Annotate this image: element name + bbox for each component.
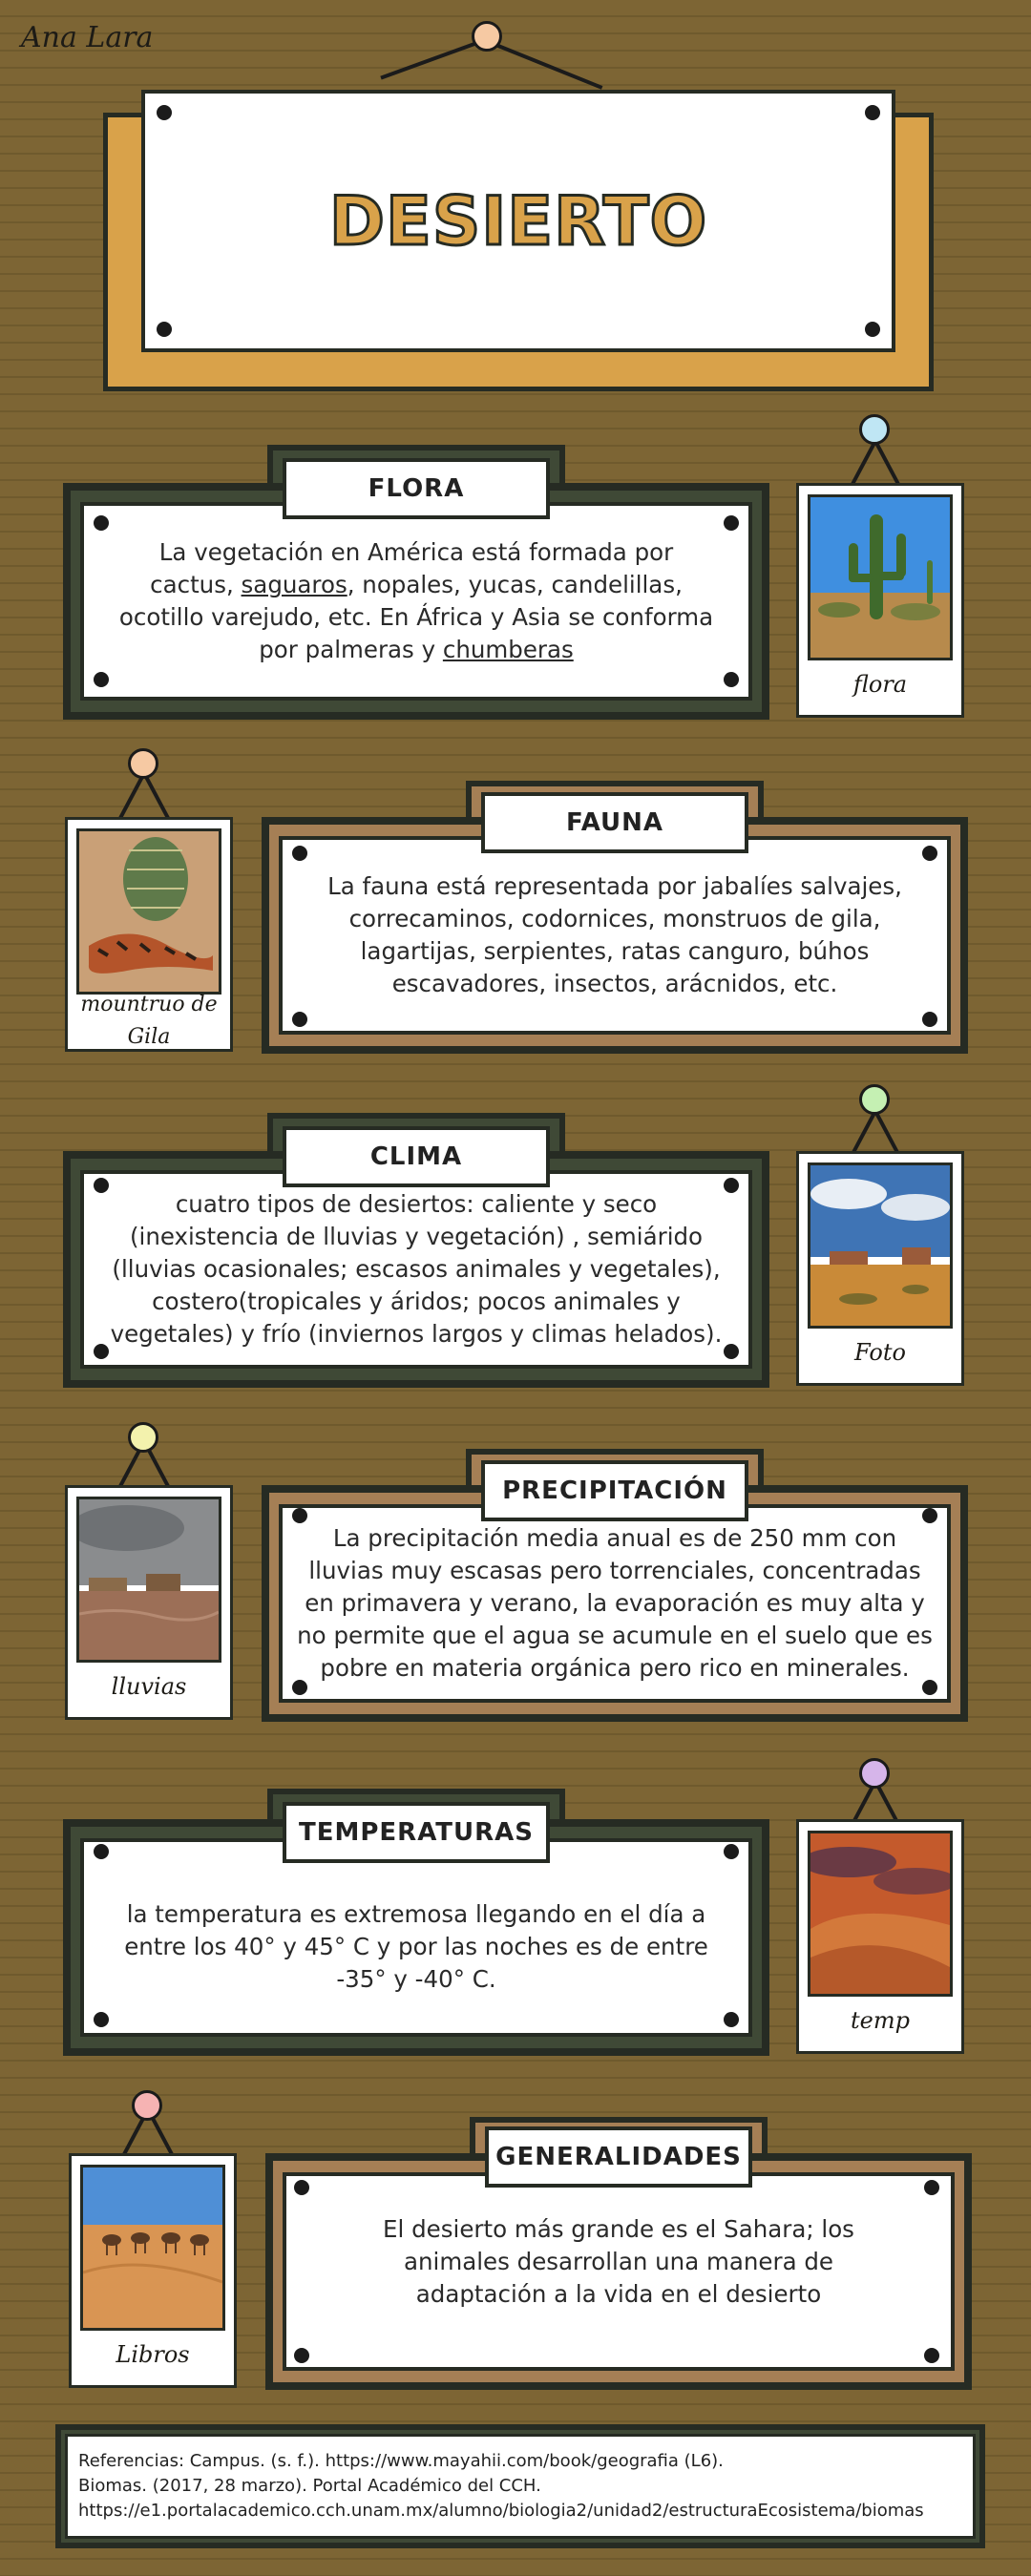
rivet-icon [724, 1844, 739, 1859]
page-title: DESIERTO [328, 181, 708, 261]
author-name: Ana Lara [21, 21, 154, 54]
precip-photo-caption: lluvias [111, 1673, 187, 1700]
rivet-icon [922, 1508, 937, 1523]
clima-label: CLIMA [283, 1126, 550, 1187]
reference-line: Biomas. (2017, 28 marzo). Portal Académico del CCH. [78, 2476, 541, 2496]
clima-photo-caption: Foto [854, 1339, 906, 1366]
rivet-icon [922, 846, 937, 861]
rivet-icon [94, 1844, 109, 1859]
gen-pin-icon [132, 2090, 162, 2121]
temp-photo-caption: temp [851, 2007, 910, 2034]
rivet-icon [94, 515, 109, 531]
title-hanger-string-left [380, 38, 485, 79]
dunes-sunset-photo [808, 1831, 953, 1997]
title-hanger-string-right [488, 40, 602, 90]
flora-card-string [874, 442, 901, 488]
precip-text: La precipitación media anual es de 250 mm con lluvias muy escasas pero torrenciales, concentradas en primavera y verano, la evaporación es muy alta y no permite que el agua se acumule en el suelo que es pobre en materia orgánica pero rico en minerales. [297, 1524, 933, 1682]
references-text [78, 2449, 966, 2524]
rivet-icon [94, 672, 109, 687]
desert-landscape-photo [808, 1162, 953, 1329]
precip-label: PRECIPITACIÓN [481, 1460, 748, 1521]
fauna-card-string [118, 774, 145, 820]
reference-link[interactable]: https://e1.portalacademico.cch.unam.mx/alumno/biologia2/unidad2/estructuraEcosistema/biomas [78, 2501, 924, 2521]
rivet-icon [922, 1012, 937, 1027]
flora-label: FLORA [283, 458, 550, 519]
fauna-label: FAUNA [481, 792, 748, 853]
rivet-icon [724, 672, 739, 687]
rivet-icon [292, 846, 307, 861]
rivet-icon [724, 515, 739, 531]
clima-pin-icon [859, 1084, 890, 1115]
precip-pin-icon [128, 1422, 158, 1453]
cactus-photo [808, 494, 953, 660]
gen-text: El desierto más grande es el Sahara; los animales desarrollan una manera de adaptación a la vida en el desierto [383, 2215, 854, 2308]
rivet-icon [294, 2348, 309, 2363]
gen-photo-caption: Libros [116, 2341, 190, 2368]
rivet-icon [94, 2012, 109, 2027]
flora-text: La vegetación en América está formada por cactus, saguaros, nopales, yucas, candelillas, ocotillo varejudo, etc. En África y Asia se conforma por palmeras y chumberas [118, 538, 714, 663]
rivet-icon [292, 1508, 307, 1523]
rivet-icon [724, 2012, 739, 2027]
fauna-photo-caption: mountruo de Gila [80, 993, 218, 1049]
rivet-icon [292, 1012, 307, 1027]
title-pin-icon [472, 21, 502, 52]
temp-pin-icon [859, 1758, 890, 1789]
reference-line: Referencias: Campus. (s. f.). https://www.mayahii.com/book/geografia (L6). [78, 2451, 724, 2471]
flood-photo [76, 1497, 221, 1663]
fauna-text: La fauna está representada por jabalíes salvajes, correcaminos, codornices, monstruos de gila, lagartijas, serpientes, ratas canguro, búhos escavadores, insectos, arácnidos, etc. [327, 872, 902, 997]
rivet-icon [924, 2348, 939, 2363]
gen-label: GENERALIDADES [485, 2126, 752, 2188]
rivet-icon [292, 1680, 307, 1695]
camel-caravan-photo [80, 2165, 225, 2331]
flora-card-string [850, 442, 876, 488]
fauna-pin-icon [128, 748, 158, 779]
fauna-card-string [143, 774, 170, 820]
rivet-icon [922, 1680, 937, 1695]
clima-text: cuatro tipos de desiertos: caliente y seco (inexistencia de lluvias y vegetación) , semiárido (lluvias ocasionales; escasos animales y vegetales), costero(tropicales y áridos; pocos animales y vegetales) y frío (inviernos largos y climas helados). [110, 1190, 723, 1348]
temp-text: la temperatura es extremosa llegando en el día a entre los 40° y 45° C y por las noches es de entre -35° y -40° C. [124, 1900, 708, 1993]
flora-pin-icon [859, 414, 890, 445]
gila-monster-photo [76, 828, 221, 995]
temp-label: TEMPERATURAS [283, 1802, 550, 1863]
rivet-icon [294, 2180, 309, 2195]
flora-photo-caption: flora [852, 671, 908, 698]
rivet-icon [924, 2180, 939, 2195]
